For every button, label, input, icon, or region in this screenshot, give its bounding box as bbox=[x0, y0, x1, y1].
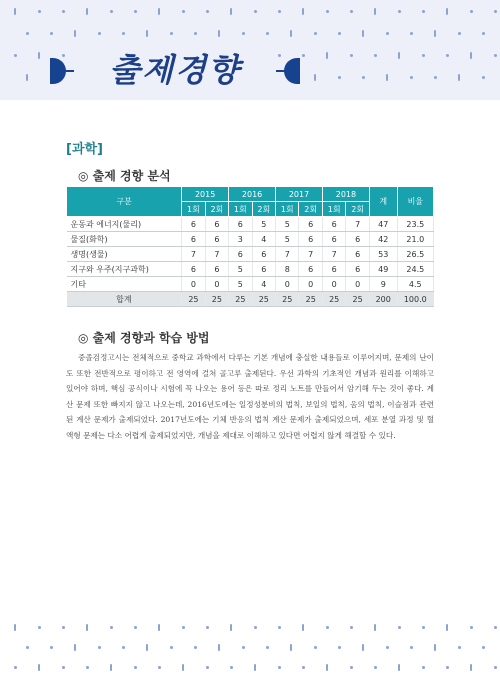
header-category: 구분 bbox=[67, 187, 182, 217]
table-cell: 5 bbox=[252, 217, 275, 232]
pattern-dot bbox=[374, 666, 377, 669]
row-label: 생명(생물) bbox=[67, 247, 182, 262]
table-cell: 42 bbox=[369, 232, 397, 247]
table-total-row bbox=[67, 292, 434, 307]
pattern-dash bbox=[230, 8, 232, 15]
header-ratio: 비율 bbox=[397, 187, 433, 217]
pattern-dot bbox=[338, 646, 341, 649]
pattern-dot bbox=[158, 666, 161, 669]
pattern-dot bbox=[134, 666, 137, 669]
table-cell: 6 bbox=[229, 217, 252, 232]
table-cell: 6 bbox=[205, 262, 228, 277]
pattern-dot bbox=[374, 54, 377, 57]
table-cell: 6 bbox=[346, 232, 369, 247]
pattern-dot bbox=[326, 10, 329, 13]
pattern-dot bbox=[410, 646, 413, 649]
pattern-dot bbox=[242, 646, 245, 649]
pattern-dot bbox=[398, 10, 401, 13]
table-cell: 100.0 bbox=[397, 292, 433, 307]
header-round: 1회 bbox=[182, 202, 205, 217]
table-cell: 21.0 bbox=[397, 232, 433, 247]
row-label: 물질(화학) bbox=[67, 232, 182, 247]
pattern-dash bbox=[74, 644, 76, 651]
table-cell: 200 bbox=[369, 292, 397, 307]
pattern-dot bbox=[386, 32, 389, 35]
table-cell: 53 bbox=[369, 247, 397, 262]
table-row bbox=[67, 217, 434, 232]
pattern-dot bbox=[134, 626, 137, 629]
table-cell: 7 bbox=[346, 217, 369, 232]
pattern-dot bbox=[482, 32, 485, 35]
table-cell: 6 bbox=[299, 232, 322, 247]
pattern-dot bbox=[38, 10, 41, 13]
table-cell: 9 bbox=[369, 277, 397, 292]
trend-table bbox=[66, 186, 434, 307]
section-title-analysis: ◎ 출제 경향 분석 bbox=[78, 169, 171, 183]
table-cell: 6 bbox=[205, 232, 228, 247]
table-cell: 8 bbox=[276, 262, 299, 277]
pattern-dash bbox=[314, 74, 316, 81]
pattern-dot bbox=[434, 76, 437, 79]
pattern-dash bbox=[218, 644, 220, 651]
table-cell: 25 bbox=[276, 292, 299, 307]
pattern-dot bbox=[194, 32, 197, 35]
pattern-dot bbox=[50, 646, 53, 649]
table-cell: 49 bbox=[369, 262, 397, 277]
pattern-dash bbox=[158, 8, 160, 15]
pattern-dot bbox=[350, 666, 353, 669]
pattern-dot bbox=[62, 10, 65, 13]
pattern-dot bbox=[242, 32, 245, 35]
pattern-dot bbox=[170, 32, 173, 35]
table-cell: 25 bbox=[322, 292, 345, 307]
table-cell: 25 bbox=[299, 292, 322, 307]
pattern-dot bbox=[50, 32, 53, 35]
pattern-dot bbox=[350, 626, 353, 629]
pattern-dot bbox=[206, 666, 209, 669]
header-round: 2회 bbox=[205, 202, 228, 217]
pattern-dot bbox=[338, 76, 341, 79]
pattern-dash bbox=[254, 664, 256, 671]
table-cell: 6 bbox=[322, 232, 345, 247]
pattern-dot bbox=[410, 76, 413, 79]
pattern-dash bbox=[470, 52, 472, 59]
table-cell: 26.5 bbox=[397, 247, 433, 262]
table-cell: 25 bbox=[229, 292, 252, 307]
pattern-dot bbox=[122, 32, 125, 35]
table-cell: 6 bbox=[205, 217, 228, 232]
table-cell: 3 bbox=[229, 232, 252, 247]
pattern-dot bbox=[122, 646, 125, 649]
pattern-dot bbox=[206, 626, 209, 629]
pattern-dot bbox=[302, 54, 305, 57]
pattern-dash bbox=[386, 74, 388, 81]
table-cell: 6 bbox=[346, 262, 369, 277]
table-cell: 0 bbox=[205, 277, 228, 292]
page-title: 출제경향 bbox=[74, 50, 276, 90]
header-round: 2회 bbox=[299, 202, 322, 217]
pattern-dot bbox=[62, 626, 65, 629]
pattern-dot bbox=[458, 32, 461, 35]
pattern-dot bbox=[350, 10, 353, 13]
pattern-dot bbox=[494, 666, 497, 669]
pattern-dash bbox=[446, 8, 448, 15]
table-cell: 47 bbox=[369, 217, 397, 232]
pattern-dot bbox=[14, 666, 17, 669]
table-cell: 6 bbox=[182, 217, 205, 232]
table-cell: 25 bbox=[182, 292, 205, 307]
pattern-dash bbox=[14, 8, 16, 15]
pattern-dot bbox=[350, 54, 353, 57]
pattern-dot bbox=[110, 626, 113, 629]
pattern-dot bbox=[62, 666, 65, 669]
pattern-dot bbox=[134, 10, 137, 13]
row-label: 운동과 에너지(물리) bbox=[67, 217, 182, 232]
table-cell: 7 bbox=[182, 247, 205, 262]
table-cell: 25 bbox=[205, 292, 228, 307]
header-round: 1회 bbox=[322, 202, 345, 217]
table-cell: 6 bbox=[346, 247, 369, 262]
pattern-dash bbox=[218, 30, 220, 37]
pattern-dot bbox=[302, 666, 305, 669]
pattern-dot bbox=[254, 626, 257, 629]
pattern-dash bbox=[458, 74, 460, 81]
pattern-dot bbox=[110, 10, 113, 13]
table-cell: 24.5 bbox=[397, 262, 433, 277]
pattern-dash bbox=[146, 30, 148, 37]
table-row bbox=[67, 247, 434, 262]
pattern-dot bbox=[470, 626, 473, 629]
pattern-dot bbox=[314, 646, 317, 649]
pattern-dot bbox=[182, 10, 185, 13]
table-cell: 7 bbox=[299, 247, 322, 262]
table-cell: 6 bbox=[252, 247, 275, 262]
table-row bbox=[67, 232, 434, 247]
pattern-dash bbox=[86, 624, 88, 631]
pattern-dash bbox=[290, 644, 292, 651]
header-year: 2015 bbox=[182, 187, 229, 202]
row-label: 합계 bbox=[67, 292, 182, 307]
pattern-dot bbox=[482, 76, 485, 79]
header-round: 2회 bbox=[252, 202, 275, 217]
pattern-dash bbox=[434, 644, 436, 651]
pattern-dot bbox=[278, 626, 281, 629]
pattern-dot bbox=[230, 666, 233, 669]
pattern-dash bbox=[14, 624, 16, 631]
pattern-dot bbox=[266, 32, 269, 35]
pattern-dot bbox=[326, 626, 329, 629]
pattern-dot bbox=[482, 646, 485, 649]
pattern-dot bbox=[470, 10, 473, 13]
pattern-dot bbox=[206, 10, 209, 13]
pattern-dash bbox=[362, 30, 364, 37]
table-cell: 7 bbox=[276, 247, 299, 262]
pattern-dot bbox=[458, 646, 461, 649]
table-cell: 0 bbox=[299, 277, 322, 292]
header-total: 계 bbox=[369, 187, 397, 217]
pattern-dot bbox=[26, 32, 29, 35]
pattern-dot bbox=[254, 10, 257, 13]
table-cell: 25 bbox=[252, 292, 275, 307]
table-cell: 6 bbox=[299, 217, 322, 232]
table-cell: 6 bbox=[182, 262, 205, 277]
pattern-dot bbox=[446, 666, 449, 669]
pattern-dot bbox=[422, 54, 425, 57]
pattern-dot bbox=[182, 626, 185, 629]
pattern-dash bbox=[74, 30, 76, 37]
table-cell: 5 bbox=[276, 217, 299, 232]
pattern-dash bbox=[374, 8, 376, 15]
pattern-dot bbox=[338, 32, 341, 35]
pattern-dash bbox=[434, 30, 436, 37]
table-cell: 0 bbox=[276, 277, 299, 292]
pattern-dash bbox=[446, 624, 448, 631]
table-cell: 5 bbox=[229, 277, 252, 292]
pattern-dot bbox=[38, 626, 41, 629]
table-cell: 6 bbox=[182, 232, 205, 247]
header-round: 1회 bbox=[229, 202, 252, 217]
table-cell: 0 bbox=[322, 277, 345, 292]
table-cell: 4 bbox=[252, 277, 275, 292]
table-cell: 6 bbox=[229, 247, 252, 262]
table-cell: 5 bbox=[276, 232, 299, 247]
pattern-dot bbox=[398, 626, 401, 629]
pattern-dash bbox=[302, 8, 304, 15]
pattern-dot bbox=[278, 666, 281, 669]
pattern-dash bbox=[230, 624, 232, 631]
pattern-dot bbox=[194, 646, 197, 649]
pattern-dash bbox=[38, 52, 40, 59]
table-cell: 6 bbox=[299, 262, 322, 277]
pattern-dot bbox=[266, 646, 269, 649]
pattern-dash bbox=[326, 52, 328, 59]
pattern-dot bbox=[422, 626, 425, 629]
table-cell: 4.5 bbox=[397, 277, 433, 292]
header-round: 2회 bbox=[346, 202, 369, 217]
pattern-dot bbox=[86, 666, 89, 669]
pattern-dash bbox=[374, 624, 376, 631]
pattern-dot bbox=[422, 666, 425, 669]
pattern-dash bbox=[158, 624, 160, 631]
pattern-dash bbox=[398, 52, 400, 59]
pattern-dot bbox=[446, 54, 449, 57]
pattern-dash bbox=[146, 644, 148, 651]
pattern-dash bbox=[38, 664, 40, 671]
table-cell: 7 bbox=[205, 247, 228, 262]
table-cell: 0 bbox=[346, 277, 369, 292]
table-cell: 5 bbox=[229, 262, 252, 277]
pattern-dot bbox=[410, 32, 413, 35]
table-cell: 23.5 bbox=[397, 217, 433, 232]
pattern-dot bbox=[386, 646, 389, 649]
header-year: 2018 bbox=[322, 187, 369, 202]
pattern-dash bbox=[362, 644, 364, 651]
pattern-dash bbox=[470, 664, 472, 671]
pattern-dot bbox=[494, 54, 497, 57]
row-label: 기타 bbox=[67, 277, 182, 292]
table-cell: 0 bbox=[182, 277, 205, 292]
pattern-dot bbox=[494, 10, 497, 13]
table-row bbox=[67, 277, 434, 292]
table-cell: 6 bbox=[322, 217, 345, 232]
pattern-dash bbox=[326, 664, 328, 671]
section-title-method: ◎ 출제 경향과 학습 방법 bbox=[78, 331, 210, 345]
pattern-dash bbox=[398, 664, 400, 671]
pattern-dash bbox=[110, 664, 112, 671]
pattern-dot bbox=[170, 646, 173, 649]
pattern-dot bbox=[314, 32, 317, 35]
header-round: 1회 bbox=[276, 202, 299, 217]
header-year: 2016 bbox=[229, 187, 276, 202]
banner-left-cap bbox=[50, 58, 66, 84]
pattern-dash bbox=[182, 664, 184, 671]
pattern-dash bbox=[290, 30, 292, 37]
header-year: 2017 bbox=[276, 187, 323, 202]
pattern-dot bbox=[14, 54, 17, 57]
pattern-dot bbox=[26, 646, 29, 649]
banner-right-cap bbox=[284, 58, 300, 84]
header-banner bbox=[50, 52, 300, 90]
pattern-dot bbox=[494, 626, 497, 629]
table-cell: 7 bbox=[322, 247, 345, 262]
table-row bbox=[67, 262, 434, 277]
row-label: 지구와 우주(지구과학) bbox=[67, 262, 182, 277]
pattern-dash bbox=[302, 624, 304, 631]
pattern-dot bbox=[362, 76, 365, 79]
pattern-dot bbox=[422, 10, 425, 13]
study-method-paragraph: 중졸검정고시는 전체적으로 중학교 과학에서 다루는 기본 개념에 충실한 내용들로 이루어지며, 문제의 난이도 또한 전반적으로 평이하고 전 영역에 걸쳐 골고루 출제된다. 우선 과학의 기초적인 개념과 원리를 이해하고 있어야 하며, 핵심 공식이나 시험에 꼭 나오는 용어 등은 따로 정리 노트를 만들어서 암기해 두는 것이 좋다. 계산 문제 또한 빠지지 않고 나오는데, 2016년도에는 일정성분비의 법칙, 보일의 법칙, 옴의 법칙, 이슬점과 관련된 계산 문제가 출제되었다. 2017년도에는 기체 반응의 법칙 계산 문제가 출제되었으며, 세포 분열 과정 및 혈액형 문제는 다소 어렵게 출제되었지만, 개념을 제대로 이해하고 있다면 어렵지 않게 해결할 수 있다. bbox=[66, 353, 434, 440]
bottom-pattern bbox=[0, 612, 500, 684]
table-cell: 4 bbox=[252, 232, 275, 247]
pattern-dash bbox=[86, 8, 88, 15]
table-cell: 25 bbox=[346, 292, 369, 307]
pattern-dot bbox=[98, 32, 101, 35]
table-cell: 6 bbox=[252, 262, 275, 277]
pattern-dot bbox=[278, 10, 281, 13]
table-cell: 6 bbox=[322, 262, 345, 277]
subject-label: [과학] bbox=[66, 142, 103, 157]
pattern-dash bbox=[26, 74, 28, 81]
pattern-dot bbox=[98, 646, 101, 649]
